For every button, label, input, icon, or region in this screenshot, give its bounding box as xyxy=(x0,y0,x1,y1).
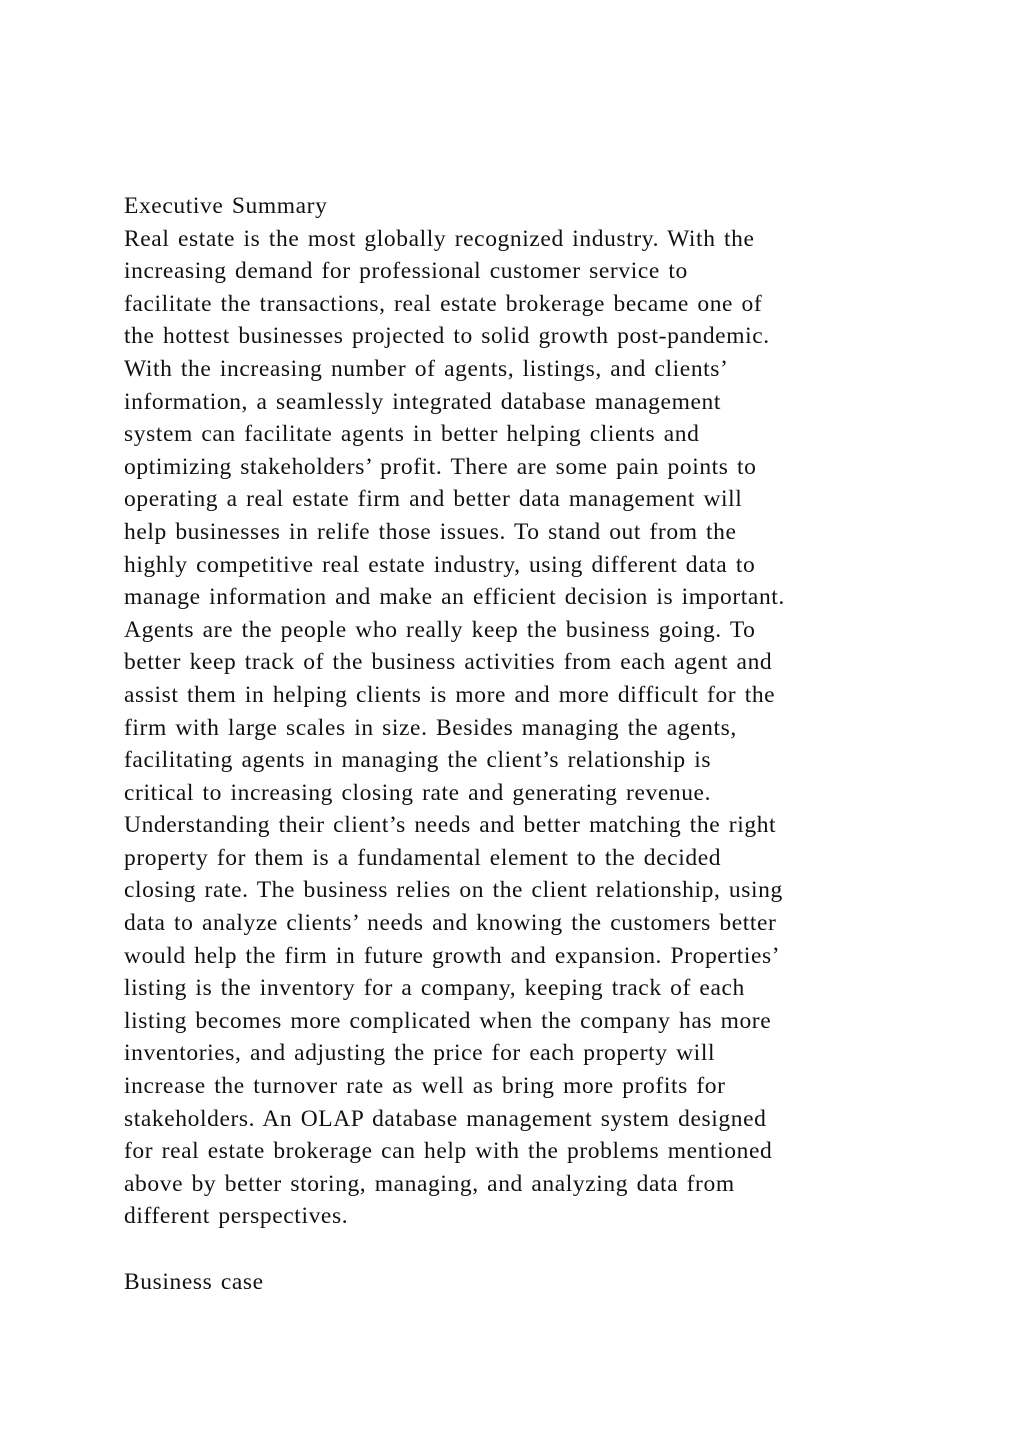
paragraph-line: facilitating agents in managing the client’s relationship is xyxy=(124,747,712,774)
paragraph-line: critical to increasing closing rate and generating revenue. xyxy=(124,779,712,806)
paragraph-line: assist them in helping clients is more and more difficult for the xyxy=(124,681,776,708)
paragraph-line: would help the firm in future growth and expansion. Properties’ xyxy=(124,942,781,969)
section-heading-executive-summary: Executive Summary xyxy=(124,193,328,219)
paragraph-line: highly competitive real estate industry, using different data to xyxy=(124,551,756,578)
paragraph-line: firm with large scales in size. Besides managing the agents, xyxy=(124,714,737,741)
paragraph-line: for real estate brokerage can help with the problems mentioned xyxy=(124,1138,773,1165)
paragraph-line: the hottest businesses projected to solid growth post-pandemic. xyxy=(124,323,770,350)
paragraph-spacer xyxy=(124,1233,924,1266)
paragraph-line: inventories, and adjusting the price for each property will xyxy=(124,1040,716,1067)
paragraph-line: listing becomes more complicated when the company has more xyxy=(124,1007,772,1034)
paragraph-line: listing is the inventory for a company, keeping track of each xyxy=(124,975,745,1002)
paragraph-line: data to analyze clients’ needs and knowing the customers better xyxy=(124,910,777,937)
paragraph-line: better keep track of the business activities from each agent and xyxy=(124,649,773,676)
section-heading-business-case: Business case xyxy=(124,1268,264,1295)
paragraph-line: system can facilitate agents in better helping clients and xyxy=(124,421,700,448)
paragraph-line: Agents are the people who really keep the business going. To xyxy=(124,616,756,643)
paragraph-line: increasing demand for professional customer service to xyxy=(124,258,688,285)
paragraph-line: help businesses in relife those issues. To stand out from the xyxy=(124,518,737,545)
paragraph-line: manage information and make an efficient decision is important. xyxy=(124,584,785,611)
paragraph-line: different perspectives. xyxy=(124,1203,349,1230)
paragraph-line: stakeholders. An OLAP database management system designed xyxy=(124,1105,767,1132)
paragraph-line: Real estate is the most globally recognized industry. With the xyxy=(124,225,755,252)
paragraph-line: information, a seamlessly integrated database management xyxy=(124,388,721,415)
paragraph-line: operating a real estate firm and better data management will xyxy=(124,486,743,513)
paragraph-line: With the increasing number of agents, listings, and clients’ xyxy=(124,355,729,382)
paragraph-line: facilitate the transactions, real estate brokerage became one of xyxy=(124,290,763,317)
paragraph-line: increase the turnover rate as well as bring more profits for xyxy=(124,1073,726,1100)
paragraph-line: above by better storing, managing, and analyzing data from xyxy=(124,1170,735,1197)
paragraph-line: property for them is a fundamental element to the decided xyxy=(124,844,722,871)
paragraph-line: optimizing stakeholders’ profit. There are some pain points to xyxy=(124,453,757,480)
paragraph-line: Understanding their client’s needs and better matching the right xyxy=(124,812,777,839)
document-body xyxy=(124,190,924,1298)
executive-summary-paragraph xyxy=(124,223,924,1233)
paragraph-line: closing rate. The business relies on the client relationship, using xyxy=(124,877,783,904)
